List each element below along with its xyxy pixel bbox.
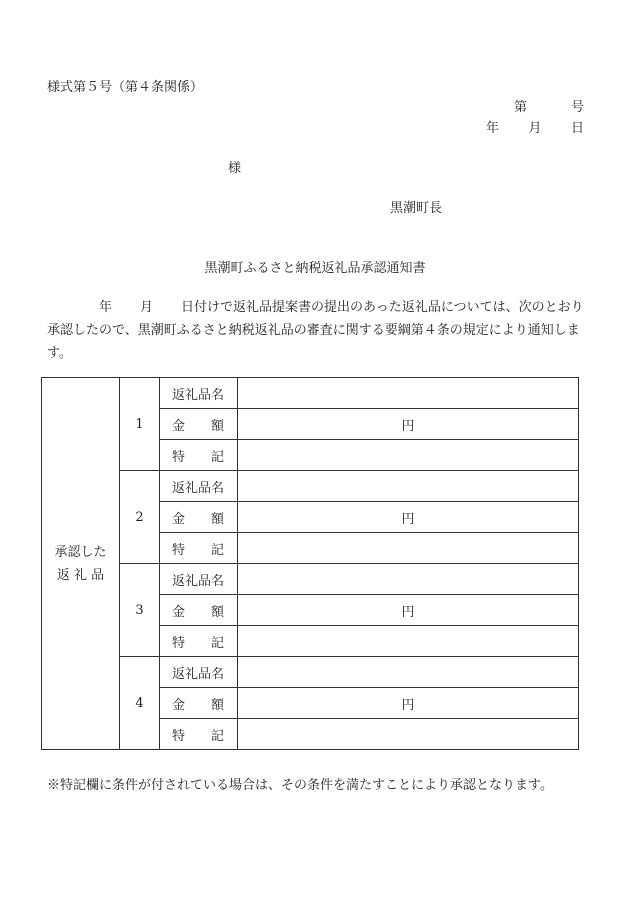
document-number (514, 100, 584, 116)
approved-items-table (41, 377, 579, 750)
addressee-honorific: 様 (228, 161, 242, 176)
amount-value: 円 (238, 688, 579, 719)
label-item-name: 返礼品名 (160, 471, 238, 502)
label-amount (160, 502, 238, 533)
label-amount-char-1: 金 (172, 511, 186, 527)
label-amount-char-2: 額 (210, 511, 224, 527)
item-name-value (238, 471, 579, 502)
label-amount-char-2: 額 (210, 418, 224, 434)
label-note-char-2: 記 (210, 449, 224, 465)
table-row (42, 471, 579, 502)
body-month: 月 (140, 300, 154, 315)
footnote: ※特記欄に条件が付されている場合は、その条件を満たすことにより承認となります。 (47, 778, 553, 793)
table-row (42, 564, 579, 595)
category-line-1: 承認した (54, 544, 107, 560)
item-name-value (238, 564, 579, 595)
label-note-char-2: 記 (210, 635, 224, 651)
label-item-name: 返礼品名 (160, 564, 238, 595)
label-note-char-2: 記 (210, 542, 224, 558)
item-number: 3 (120, 564, 160, 657)
table-row (42, 378, 579, 409)
label-note-char-1: 特 (172, 635, 186, 651)
item-number: 1 (120, 378, 160, 471)
amount-value: 円 (238, 409, 579, 440)
note-value (238, 719, 579, 750)
date-day: 日 (570, 121, 584, 136)
label-note (160, 533, 238, 564)
body-year: 年 (99, 300, 113, 315)
category-line-2: 返 礼 品 (56, 567, 105, 583)
label-item-name: 返礼品名 (160, 657, 238, 688)
amount-value: 円 (238, 595, 579, 626)
date-month: 月 (528, 121, 542, 136)
date-year: 年 (486, 121, 500, 136)
amount-value: 円 (238, 502, 579, 533)
label-amount (160, 595, 238, 626)
label-amount-char-1: 金 (172, 604, 186, 620)
label-note (160, 626, 238, 657)
body-paragraph (47, 296, 585, 365)
category-cell (42, 378, 120, 750)
body-text: 日付けで返礼品提案書の提出のあった返礼品については、次のとおり承認したので、黒潮町ふるさと納税返礼品の審査に関する要綱第４条の規定により通知します。 (47, 300, 584, 361)
label-item-name: 返礼品名 (160, 378, 238, 409)
label-amount-char-1: 金 (172, 697, 186, 713)
item-number: 2 (120, 471, 160, 564)
label-note-char-1: 特 (172, 449, 186, 465)
label-note (160, 719, 238, 750)
note-value (238, 440, 579, 471)
label-amount (160, 688, 238, 719)
label-note (160, 440, 238, 471)
note-value (238, 533, 579, 564)
form-number: 様式第５号（第４条関係） (47, 80, 204, 95)
label-note-char-1: 特 (172, 728, 186, 744)
document-title: 黒潮町ふるさと納税返礼品承認通知書 (204, 261, 426, 276)
label-amount-char-2: 額 (210, 604, 224, 620)
table-row (42, 657, 579, 688)
label-amount-char-1: 金 (172, 418, 186, 434)
label-amount-char-2: 額 (210, 697, 224, 713)
note-value (238, 626, 579, 657)
issuer-name: 黒潮町長 (390, 201, 443, 216)
label-note-char-1: 特 (172, 542, 186, 558)
document-date (486, 121, 584, 137)
item-number: 4 (120, 657, 160, 750)
label-note-char-2: 記 (210, 728, 224, 744)
doc-number-prefix: 第 (514, 100, 528, 115)
item-name-value (238, 657, 579, 688)
label-amount (160, 409, 238, 440)
doc-number-suffix: 号 (570, 100, 584, 115)
item-name-value (238, 378, 579, 409)
